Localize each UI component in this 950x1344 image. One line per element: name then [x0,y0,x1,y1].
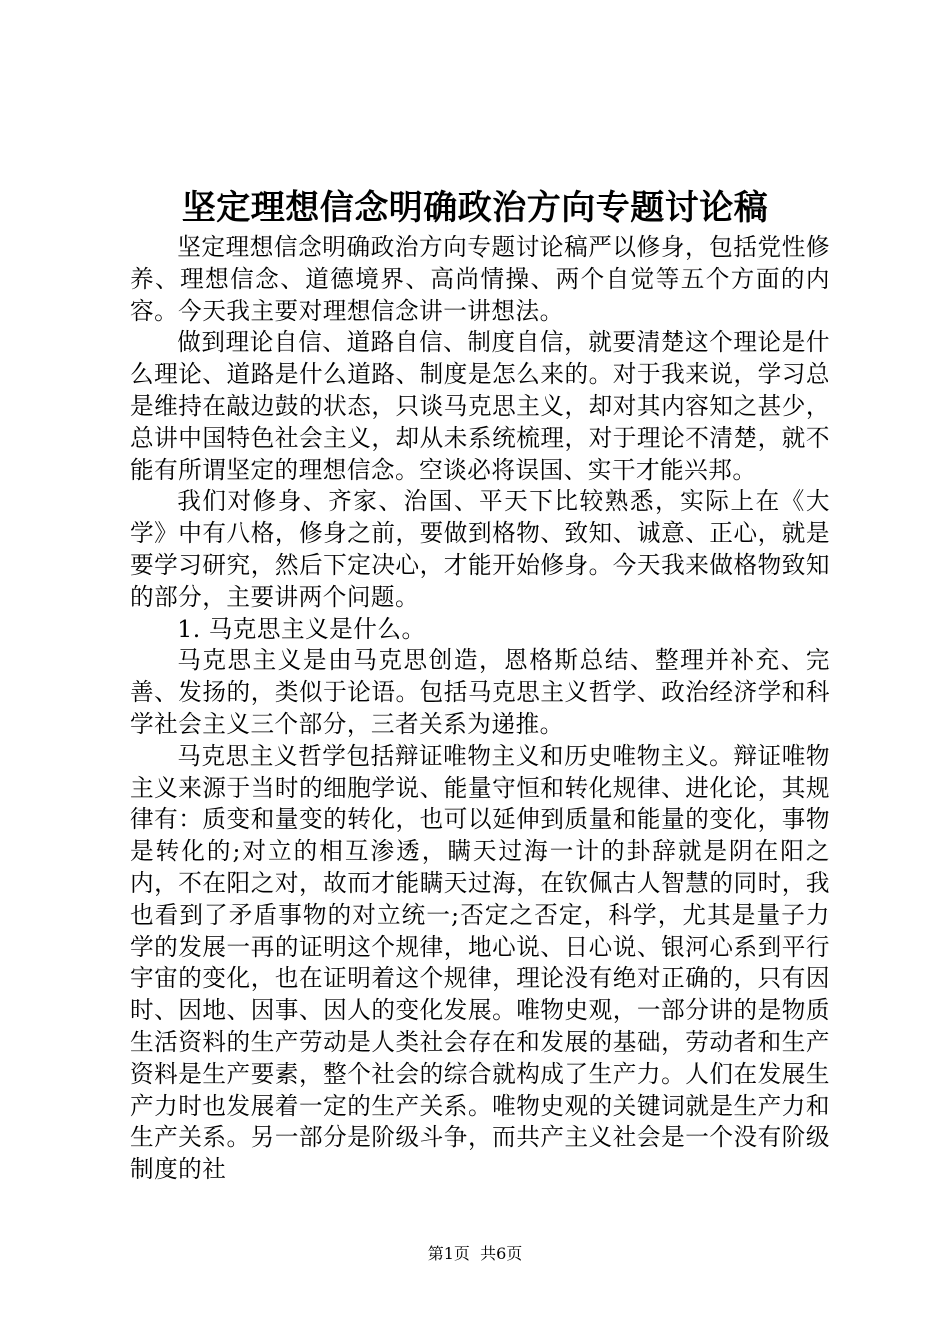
document-body [130,232,830,1186]
page-total: 共6页 [480,1244,523,1263]
paragraph-self-cultivation: 我们对修身、齐家、治国、平天下比较熟悉，实际上在《大学》中有八格，修身之前，要做到格物、致知、诚意、正心，就是要学习研究，然后下定决心，才能开始修身。今天我来做格物致知的部分，主要讲两个问题。 [130,487,830,611]
paragraph-confidence: 做到理论自信、道路自信、制度自信，就要清楚这个理论是什么理论、道路是什么道路、制度是怎么来的。对于我来说，学习总是维持在敲边鼓的状态，只谈马克思主义，却对其内容知之甚少，总讲中国特色社会主义，却从未系统梳理，对于理论不清楚，就不能有所谓坚定的理想信念。空谈必将误国、实干才能兴邦。 [130,328,830,484]
page-footer [0,1243,950,1265]
paragraph-intro: 坚定理想信念明确政治方向专题讨论稿严以修身，包括党性修养、理想信念、道德境界、高尚情操、两个自觉等五个方面的内容。今天我主要对理想信念讲一讲想法。 [130,233,830,325]
section-heading-marxism: 1. 马克思主义是什么。 [177,614,426,643]
paragraph-marxism-definition: 马克思主义是由马克思创造，恩格斯总结、整理并补充、完善、发扬的，类似于论语。包括马克思主义哲学、政治经济学和科学社会主义三个部分，三者关系为递推。 [130,646,830,738]
paragraph-marxist-philosophy: 马克思主义哲学包括辩证唯物主义和历史唯物主义。辩证唯物主义来源于当时的细胞学说、能量守恒和转化规律、进化论，其规律有：质变和量变的转化，也可以延伸到质量和能量的变化，事物是转化的;对立的相互渗透，瞒天过海一计的卦辞就是阴在阳之内，不在阳之对，故而才能瞒天过海，在钦佩古人智慧的同时，我也看到了矛盾事物的对立统一;否定之否定，科学，尤其是量子力学的发展一再的证明这个规律，地心说、日心说、银河心系到平行宇宙的变化，也在证明着这个规律，理论没有绝对正确的，只有因时、因地、因事、因人的变化发展。唯物史观，一部分讲的是物质生活资料的生产劳动是人类社会存在和发展的基础，劳动者和生产资料是生产要素，整个社会的综合就构成了生产力。人们在发展生产力时也发展着一定的生产关系。唯物史观的关键词就是生产力和生产关系。另一部分是阶级斗争，而共产主义社会是一个没有阶级制度的社 [130,741,830,1184]
document-title: 坚定理想信念明确政治方向专题讨论稿 [181,188,769,228]
page-number: 第1页 [427,1244,470,1263]
